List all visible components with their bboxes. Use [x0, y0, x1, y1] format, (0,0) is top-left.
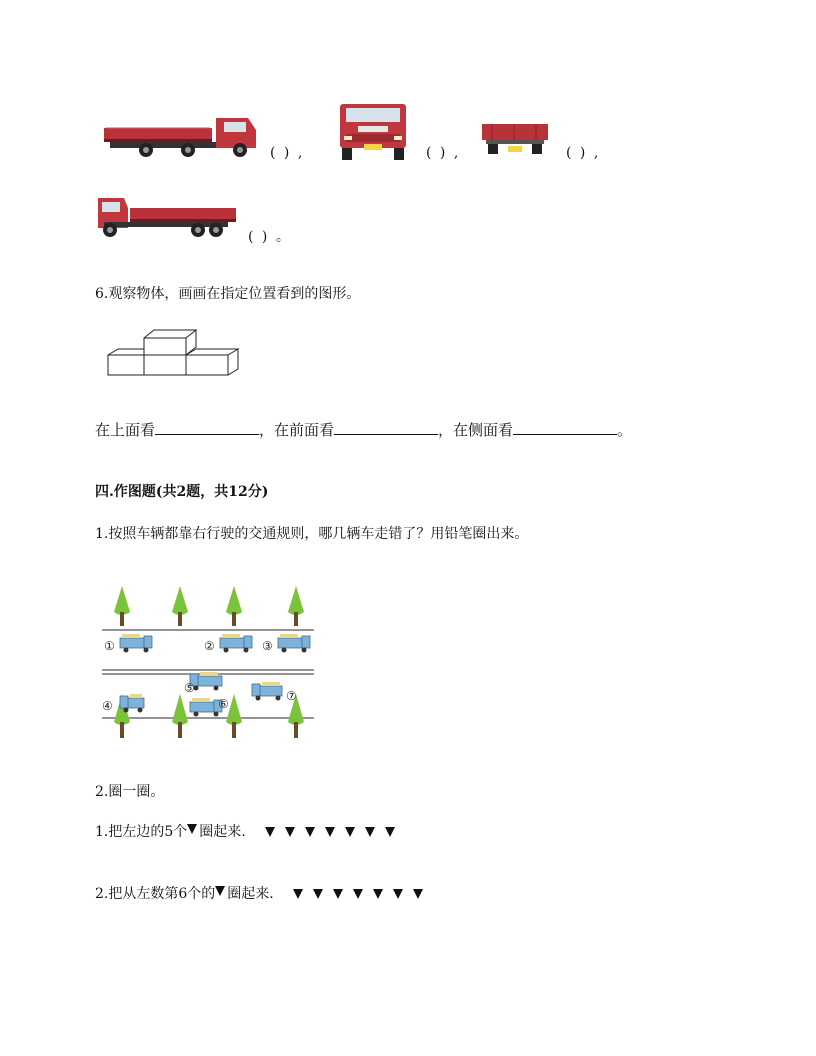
triangle-icon[interactable] [305, 827, 315, 837]
question-2-prompt: 2.圈一圈。 [95, 784, 165, 800]
item-2-triangle-row [288, 884, 428, 904]
answer-paren-2[interactable]: ( ) , [426, 145, 461, 161]
triangle-icon[interactable] [393, 889, 403, 899]
triangle-icon[interactable] [385, 827, 395, 837]
front-view-label: ，在前面看 [259, 421, 335, 439]
item-1-text-before: 1.把左边的5个 [95, 824, 188, 840]
truck-front-image [336, 102, 410, 162]
top-view-label: 在上面看 [95, 421, 156, 439]
truck-side-left-image [94, 190, 240, 240]
triangle-icon[interactable] [353, 889, 363, 899]
answer-paren-4[interactable]: ( ) 。 [248, 229, 292, 245]
triangle-icon[interactable] [285, 827, 295, 837]
triangle-icon [187, 824, 197, 834]
triangle-icon[interactable] [313, 889, 323, 899]
label-4: ④ [102, 699, 113, 713]
question-2-item-1 [95, 822, 400, 842]
label-3: ③ [262, 639, 273, 653]
section-4-heading: 四.作图题(共2题，共12分) [95, 484, 269, 500]
question-6-prompt: 6.观察物体，画画在指定位置看到的图形。 [95, 286, 361, 302]
label-7: ⑦ [286, 689, 297, 703]
triangle-icon[interactable] [293, 889, 303, 899]
truck-rear-image [480, 120, 550, 162]
item-2-text-before: 2.把从左数第6个的 [95, 886, 216, 902]
item-1-triangle-row [260, 822, 400, 842]
truck-side-right-image [100, 108, 260, 162]
label-6: ⑥ [218, 697, 229, 711]
triangle-icon [215, 886, 225, 896]
cube-stack-figure [106, 328, 244, 378]
traffic-road-figure [102, 582, 314, 744]
question-6-answer-line [95, 420, 632, 440]
triangle-icon[interactable] [373, 889, 383, 899]
side-view-label: ，在侧面看 [438, 421, 514, 439]
end-mark: 。 [617, 421, 633, 439]
triangle-icon[interactable] [345, 827, 355, 837]
top-view-blank[interactable] [155, 420, 259, 435]
triangle-icon[interactable] [333, 889, 343, 899]
item-2-text-after: 圈起来. [227, 886, 274, 902]
question-2-item-2 [95, 884, 428, 904]
label-1: ① [104, 639, 115, 653]
question-1-prompt: 1.按照车辆都靠右行驶的交通规则，哪几辆车走错了？用铅笔圈出来。 [95, 526, 529, 542]
tree-icon [114, 586, 304, 626]
front-view-blank[interactable] [334, 420, 438, 435]
triangle-icon[interactable] [365, 827, 375, 837]
triangle-icon[interactable] [325, 827, 335, 837]
label-2: ② [204, 639, 215, 653]
label-5: ⑤ [184, 681, 195, 695]
item-1-text-after: 圈起来. [199, 824, 246, 840]
answer-paren-1[interactable]: ( ) , [270, 145, 305, 161]
answer-paren-3[interactable]: ( ) , [566, 145, 601, 161]
triangle-icon[interactable] [265, 827, 275, 837]
triangle-icon[interactable] [413, 889, 423, 899]
side-view-blank[interactable] [513, 420, 617, 435]
